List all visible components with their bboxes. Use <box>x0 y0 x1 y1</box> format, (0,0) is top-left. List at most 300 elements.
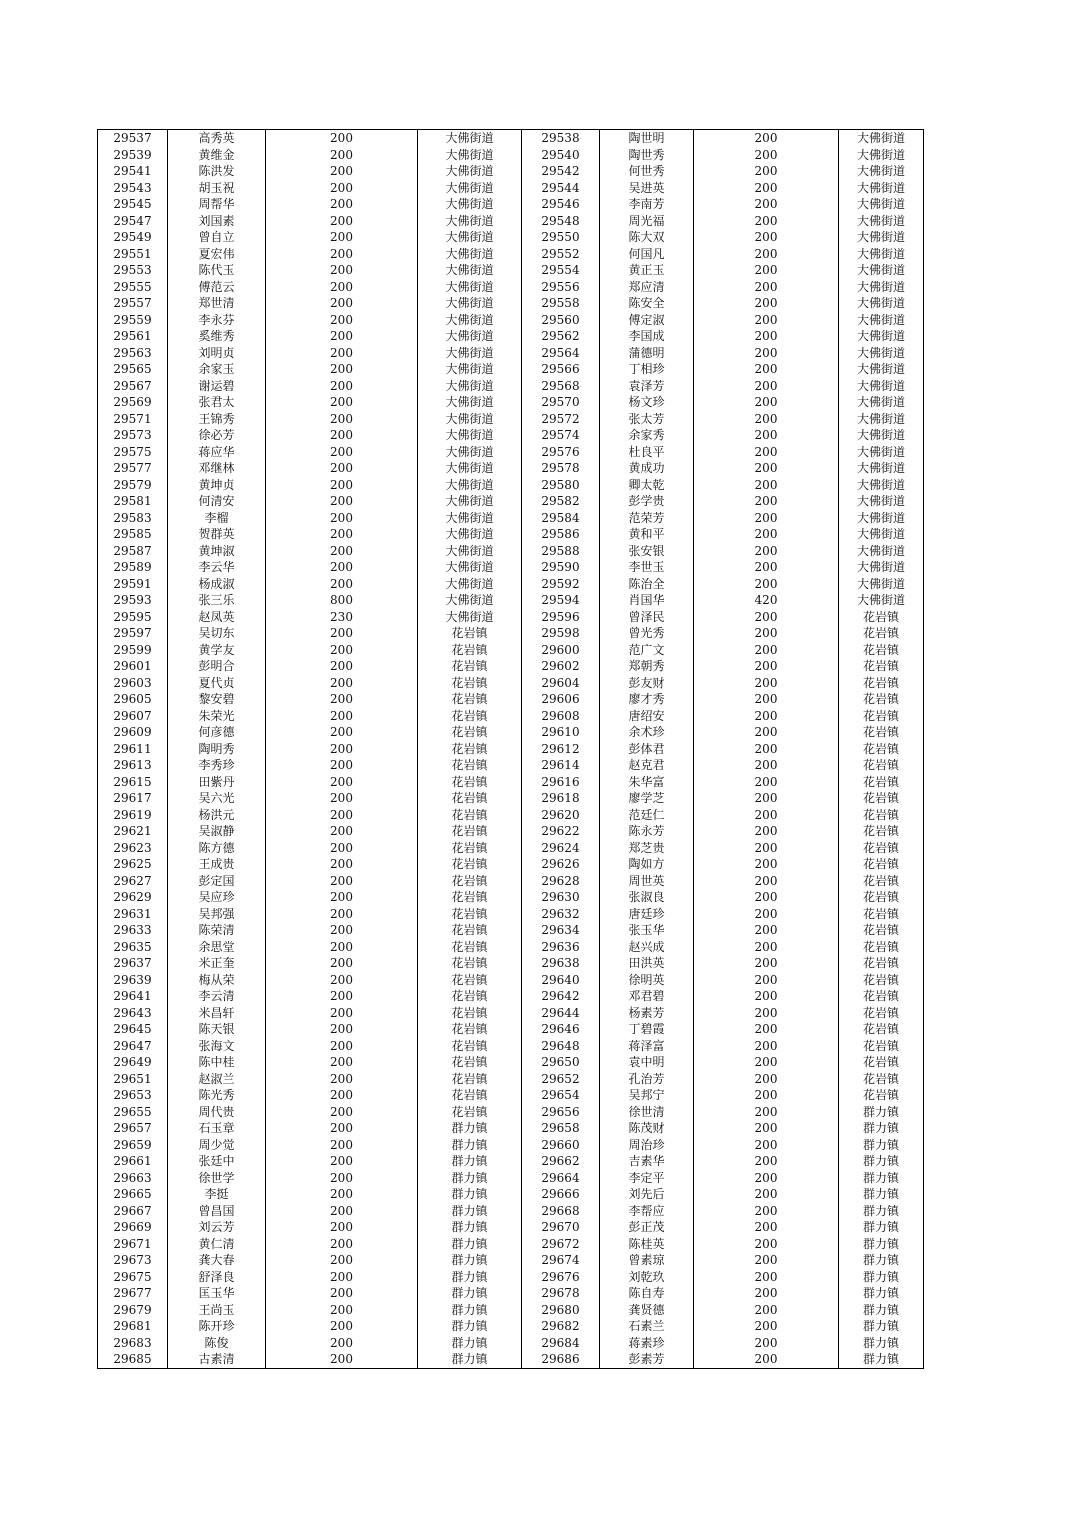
town-cell: 大佛街道 <box>418 312 522 329</box>
record-id-cell: 29593 <box>98 592 168 609</box>
table-row <box>98 1170 924 1187</box>
record-id-cell: 29609 <box>98 724 168 741</box>
town-cell: 群力镇 <box>839 1170 924 1187</box>
person-name-cell: 丁相珍 <box>600 361 694 378</box>
person-name-cell: 石素兰 <box>600 1318 694 1335</box>
table-row <box>98 328 924 345</box>
record-id-cell: 29551 <box>98 246 168 263</box>
amount-cell: 200 <box>330 1187 353 1202</box>
amount-cell: 200 <box>330 774 353 789</box>
person-name-cell: 曾素琼 <box>600 1252 694 1269</box>
amount-cell: 420 <box>754 593 778 608</box>
record-id-cell: 29658 <box>522 1120 600 1137</box>
record-id-cell: 29573 <box>98 427 168 444</box>
person-name-cell: 何国凡 <box>600 246 694 263</box>
amount-cell: 200 <box>754 1236 778 1251</box>
table-row <box>98 1269 924 1286</box>
town-cell: 花岩镇 <box>839 873 924 890</box>
table-row <box>98 1021 924 1038</box>
town-cell: 大佛街道 <box>839 361 924 378</box>
amount-cell: 200 <box>330 989 353 1004</box>
amount-cell: 200 <box>330 1203 353 1218</box>
town-cell: 大佛街道 <box>418 328 522 345</box>
amount-cell: 200 <box>330 626 353 641</box>
record-id-cell: 29578 <box>522 460 600 477</box>
person-name-cell: 陈天银 <box>168 1021 266 1038</box>
table-row <box>98 642 924 659</box>
table-row <box>98 444 924 461</box>
table-row <box>98 493 924 510</box>
town-cell: 花岩镇 <box>839 1054 924 1071</box>
person-name-cell: 匡玉华 <box>168 1285 266 1302</box>
amount-cell: 200 <box>754 939 778 954</box>
amount-cell: 200 <box>330 510 353 525</box>
table-row <box>98 312 924 329</box>
town-cell: 大佛街道 <box>839 378 924 395</box>
person-name-cell: 赵淑兰 <box>168 1071 266 1088</box>
table-row <box>98 988 924 1005</box>
town-cell: 群力镇 <box>418 1269 522 1286</box>
amount-cell: 800 <box>330 593 353 608</box>
person-name-cell: 吴进英 <box>600 180 694 197</box>
person-name-cell: 陈大双 <box>600 229 694 246</box>
person-name-cell: 陈安全 <box>600 295 694 312</box>
person-name-cell: 彭友财 <box>600 675 694 692</box>
person-name-cell: 陈光秀 <box>168 1087 266 1104</box>
person-name-cell: 刘先后 <box>600 1186 694 1203</box>
table-row <box>98 411 924 428</box>
person-name-cell: 张玉华 <box>600 922 694 939</box>
record-id-cell: 29572 <box>522 411 600 428</box>
person-name-cell: 夏宏伟 <box>168 246 266 263</box>
town-cell: 大佛街道 <box>418 163 522 180</box>
record-id-cell: 29571 <box>98 411 168 428</box>
person-name-cell: 袁泽芳 <box>600 378 694 395</box>
amount-cell: 200 <box>330 378 353 393</box>
person-name-cell: 徐必芳 <box>168 427 266 444</box>
town-cell: 花岩镇 <box>839 840 924 857</box>
town-cell: 花岩镇 <box>839 1005 924 1022</box>
table-row <box>98 477 924 494</box>
amount-cell: 200 <box>754 279 778 294</box>
person-name-cell: 李云华 <box>168 559 266 576</box>
table-row <box>98 823 924 840</box>
table-row <box>98 1054 924 1071</box>
town-cell: 花岩镇 <box>418 691 522 708</box>
amount-cell: 200 <box>330 444 353 459</box>
town-cell: 群力镇 <box>418 1120 522 1137</box>
record-id-cell: 29576 <box>522 444 600 461</box>
record-id-cell: 29621 <box>98 823 168 840</box>
table-row <box>98 856 924 873</box>
amount-cell: 200 <box>330 1104 353 1119</box>
table-row <box>98 939 924 956</box>
person-name-cell: 郑芝贵 <box>600 840 694 857</box>
amount-cell: 200 <box>754 543 778 558</box>
person-name-cell: 吴切东 <box>168 625 266 642</box>
amount-cell: 200 <box>330 1269 353 1284</box>
town-cell: 大佛街道 <box>839 246 924 263</box>
record-id-cell: 29596 <box>522 609 600 626</box>
amount-cell: 200 <box>754 197 778 212</box>
record-id-cell: 29557 <box>98 295 168 312</box>
town-cell: 群力镇 <box>418 1137 522 1154</box>
record-id-cell: 29598 <box>522 625 600 642</box>
table-row <box>98 246 924 263</box>
person-name-cell: 彭明合 <box>168 658 266 675</box>
record-id-cell: 29631 <box>98 906 168 923</box>
person-name-cell: 赵克君 <box>600 757 694 774</box>
town-cell: 大佛街道 <box>839 477 924 494</box>
record-id-cell: 29554 <box>522 262 600 279</box>
person-name-cell: 夏代贞 <box>168 675 266 692</box>
record-id-cell: 29635 <box>98 939 168 956</box>
record-id-cell: 29615 <box>98 774 168 791</box>
amount-cell: 200 <box>754 989 778 1004</box>
record-id-cell: 29645 <box>98 1021 168 1038</box>
amount-cell: 200 <box>330 1088 353 1103</box>
table-row <box>98 1203 924 1220</box>
town-cell: 群力镇 <box>418 1252 522 1269</box>
town-cell: 群力镇 <box>839 1203 924 1220</box>
record-id-cell: 29632 <box>522 906 600 923</box>
town-cell: 花岩镇 <box>839 1087 924 1104</box>
town-cell: 大佛街道 <box>839 180 924 197</box>
person-name-cell: 范廷仁 <box>600 807 694 824</box>
person-name-cell: 吴邦宁 <box>600 1087 694 1104</box>
town-cell: 大佛街道 <box>418 592 522 609</box>
record-id-cell: 29627 <box>98 873 168 890</box>
town-cell: 群力镇 <box>418 1170 522 1187</box>
person-name-cell: 傅定淑 <box>600 312 694 329</box>
town-cell: 花岩镇 <box>839 823 924 840</box>
town-cell: 花岩镇 <box>418 922 522 939</box>
town-cell: 群力镇 <box>418 1335 522 1352</box>
amount-cell: 200 <box>754 1022 778 1037</box>
person-name-cell: 张海文 <box>168 1038 266 1055</box>
person-name-cell: 曾自立 <box>168 229 266 246</box>
record-id-cell: 29644 <box>522 1005 600 1022</box>
person-name-cell: 吉素华 <box>600 1153 694 1170</box>
person-name-cell: 陈永芳 <box>600 823 694 840</box>
record-id-cell: 29646 <box>522 1021 600 1038</box>
record-id-cell: 29667 <box>98 1203 168 1220</box>
record-id-cell: 29592 <box>522 576 600 593</box>
person-name-cell: 邓君碧 <box>600 988 694 1005</box>
record-id-cell: 29670 <box>522 1219 600 1236</box>
table-row <box>98 1087 924 1104</box>
person-name-cell: 黄坤贞 <box>168 477 266 494</box>
person-name-cell: 高秀英 <box>168 130 266 147</box>
town-cell: 花岩镇 <box>839 1071 924 1088</box>
table-row <box>98 559 924 576</box>
table-row <box>98 460 924 477</box>
person-name-cell: 彭素芳 <box>600 1351 694 1368</box>
town-cell: 大佛街道 <box>839 196 924 213</box>
record-id-cell: 29620 <box>522 807 600 824</box>
person-name-cell: 黄和平 <box>600 526 694 543</box>
town-cell: 花岩镇 <box>839 790 924 807</box>
table-row <box>98 592 924 609</box>
record-id-cell: 29591 <box>98 576 168 593</box>
table-row <box>98 741 924 758</box>
record-id-cell: 29589 <box>98 559 168 576</box>
table-row <box>98 1104 924 1121</box>
table-row <box>98 345 924 362</box>
table-row <box>98 378 924 395</box>
town-cell: 大佛街道 <box>839 543 924 560</box>
record-id-cell: 29543 <box>98 180 168 197</box>
table-row <box>98 1137 924 1154</box>
amount-cell: 200 <box>266 1351 418 1368</box>
table-row <box>98 543 924 560</box>
person-name-cell: 丁碧霞 <box>600 1021 694 1038</box>
record-id-cell: 29625 <box>98 856 168 873</box>
town-cell: 花岩镇 <box>839 906 924 923</box>
town-cell: 大佛街道 <box>839 312 924 329</box>
amount-cell: 200 <box>754 180 778 195</box>
amount-cell: 200 <box>754 312 778 327</box>
record-id-cell: 29643 <box>98 1005 168 1022</box>
amount-cell: 200 <box>754 824 778 839</box>
record-id-cell: 29607 <box>98 708 168 725</box>
person-name-cell: 黄正玉 <box>600 262 694 279</box>
person-name-cell: 陈荣清 <box>168 922 266 939</box>
table-row <box>98 394 924 411</box>
record-id-cell: 29675 <box>98 1269 168 1286</box>
amount-cell: 200 <box>754 1038 778 1053</box>
town-cell: 花岩镇 <box>418 807 522 824</box>
town-cell: 群力镇 <box>839 1351 924 1368</box>
record-id-cell: 29647 <box>98 1038 168 1055</box>
amount-cell: 200 <box>754 708 778 723</box>
amount-cell: 200 <box>330 246 353 261</box>
record-id-cell: 29616 <box>522 774 600 791</box>
town-cell: 花岩镇 <box>418 823 522 840</box>
amount-cell: 200 <box>330 642 353 657</box>
amount-cell: 200 <box>330 329 353 344</box>
town-cell: 花岩镇 <box>418 774 522 791</box>
record-id-cell: 29580 <box>522 477 600 494</box>
table-row <box>98 1252 924 1269</box>
amount-cell: 200 <box>330 1335 353 1350</box>
record-id-cell: 29673 <box>98 1252 168 1269</box>
amount-cell: 200 <box>754 1286 778 1301</box>
amount-cell: 200 <box>754 873 778 888</box>
record-id-cell: 29637 <box>98 955 168 972</box>
record-id-cell: 29550 <box>522 229 600 246</box>
amount-cell: 200 <box>754 411 778 426</box>
town-cell: 大佛街道 <box>418 130 522 147</box>
table-row <box>98 1219 924 1236</box>
town-cell: 大佛街道 <box>839 559 924 576</box>
table-row <box>98 295 924 312</box>
record-id-cell: 29656 <box>522 1104 600 1121</box>
amount-cell: 200 <box>330 692 353 707</box>
amount-cell: 200 <box>330 1319 353 1334</box>
person-name-cell: 陶明秀 <box>168 741 266 758</box>
record-id-cell: 29666 <box>522 1186 600 1203</box>
amount-cell: 200 <box>330 1121 353 1136</box>
record-id-cell: 29538 <box>522 130 600 147</box>
person-name-cell: 杜良平 <box>600 444 694 461</box>
person-name-cell: 黄仁清 <box>168 1236 266 1253</box>
record-id-cell: 29553 <box>98 262 168 279</box>
record-id-cell: 29651 <box>98 1071 168 1088</box>
town-cell: 花岩镇 <box>418 988 522 1005</box>
town-cell: 大佛街道 <box>839 328 924 345</box>
record-id-cell: 29563 <box>98 345 168 362</box>
record-id-cell: 29678 <box>522 1285 600 1302</box>
town-cell: 大佛街道 <box>418 213 522 230</box>
person-name-cell: 龚大春 <box>168 1252 266 1269</box>
person-name-cell: 王尚玉 <box>168 1302 266 1319</box>
town-cell: 群力镇 <box>839 1318 924 1335</box>
person-name-cell: 吴淑静 <box>168 823 266 840</box>
town-cell: 大佛街道 <box>418 180 522 197</box>
record-id-cell: 29583 <box>98 510 168 527</box>
record-id-cell: 29544 <box>522 180 600 197</box>
town-cell: 大佛街道 <box>418 378 522 395</box>
amount-cell: 200 <box>330 230 353 245</box>
record-id-cell: 29539 <box>98 147 168 164</box>
amount-cell: 200 <box>330 1302 353 1317</box>
record-id-cell: 29638 <box>522 955 600 972</box>
record-id-cell: 29612 <box>522 741 600 758</box>
town-cell: 大佛街道 <box>839 427 924 444</box>
record-id-cell: 29660 <box>522 1137 600 1154</box>
record-id-cell: 29579 <box>98 477 168 494</box>
amount-cell: 200 <box>754 1005 778 1020</box>
record-id-cell: 29540 <box>522 147 600 164</box>
town-cell: 大佛街道 <box>418 246 522 263</box>
record-id-cell: 29640 <box>522 972 600 989</box>
record-id-cell: 29608 <box>522 708 600 725</box>
person-name-cell: 徐世学 <box>168 1170 266 1187</box>
person-name-cell: 黄学友 <box>168 642 266 659</box>
record-id-cell: 29586 <box>522 526 600 543</box>
table-row <box>98 147 924 164</box>
town-cell: 群力镇 <box>418 1318 522 1335</box>
table-row <box>98 757 924 774</box>
record-id-cell: 29605 <box>98 691 168 708</box>
person-name-cell: 李定平 <box>600 1170 694 1187</box>
person-name-cell: 陈中桂 <box>168 1054 266 1071</box>
town-cell: 花岩镇 <box>839 609 924 626</box>
town-cell: 花岩镇 <box>418 1021 522 1038</box>
table-row <box>98 427 924 444</box>
record-id-cell: 29662 <box>522 1153 600 1170</box>
town-cell: 大佛街道 <box>839 279 924 296</box>
amount-cell: 200 <box>754 725 778 740</box>
town-cell: 大佛街道 <box>418 477 522 494</box>
record-id-cell: 29679 <box>98 1302 168 1319</box>
town-cell: 群力镇 <box>839 1335 924 1352</box>
town-cell: 群力镇 <box>839 1252 924 1269</box>
record-id-cell: 29653 <box>98 1087 168 1104</box>
amount-cell: 200 <box>330 461 353 476</box>
town-cell: 群力镇 <box>839 1104 924 1121</box>
person-name-cell: 米昌轩 <box>168 1005 266 1022</box>
amount-cell: 200 <box>330 791 353 806</box>
town-cell: 花岩镇 <box>839 658 924 675</box>
record-id-cell: 29654 <box>522 1087 600 1104</box>
person-name-cell: 李帮应 <box>600 1203 694 1220</box>
town-cell: 花岩镇 <box>418 1071 522 1088</box>
record-id-cell: 29546 <box>522 196 600 213</box>
amount-cell: 200 <box>754 807 778 822</box>
amount-cell: 200 <box>754 1302 778 1317</box>
table-row <box>98 262 924 279</box>
amount-cell: 200 <box>754 296 778 311</box>
table-row <box>98 807 924 824</box>
record-id-cell: 29676 <box>522 1269 600 1286</box>
town-cell: 群力镇 <box>839 1137 924 1154</box>
table-row <box>98 1153 924 1170</box>
town-cell: 花岩镇 <box>839 922 924 939</box>
person-name-cell: 彭定国 <box>168 873 266 890</box>
town-cell: 大佛街道 <box>839 510 924 527</box>
person-name-cell: 杨洪元 <box>168 807 266 824</box>
amount-cell: 200 <box>754 1220 778 1235</box>
person-name-cell: 吴六光 <box>168 790 266 807</box>
person-name-cell: 赵兴成 <box>600 939 694 956</box>
town-cell: 群力镇 <box>418 1153 522 1170</box>
person-name-cell: 黄维金 <box>168 147 266 164</box>
record-id-cell: 29680 <box>522 1302 600 1319</box>
person-name-cell: 陈俊 <box>168 1335 266 1352</box>
amount-cell: 200 <box>330 890 353 905</box>
town-cell: 花岩镇 <box>418 790 522 807</box>
person-name-cell: 张三乐 <box>168 592 266 609</box>
amount-cell: 200 <box>330 197 353 212</box>
town-cell: 群力镇 <box>418 1236 522 1253</box>
town-cell: 大佛街道 <box>839 444 924 461</box>
amount-cell: 200 <box>754 164 778 179</box>
person-name-cell: 李南芳 <box>600 196 694 213</box>
record-id-cell: 29642 <box>522 988 600 1005</box>
amount-cell: 200 <box>694 1351 839 1368</box>
town-cell: 群力镇 <box>839 1285 924 1302</box>
person-name-cell: 古素清 <box>168 1351 266 1368</box>
amount-cell: 200 <box>754 576 778 591</box>
table-row <box>98 609 924 626</box>
record-id-cell: 29683 <box>98 1335 168 1352</box>
person-name-cell: 余家玉 <box>168 361 266 378</box>
record-id-cell: 29561 <box>98 328 168 345</box>
amount-cell: 200 <box>330 312 353 327</box>
person-name-cell: 徐明英 <box>600 972 694 989</box>
amount-cell: 200 <box>330 1055 353 1070</box>
person-name-cell: 李秀珍 <box>168 757 266 774</box>
person-name-cell: 朱华富 <box>600 774 694 791</box>
amount-cell: 200 <box>754 923 778 938</box>
person-name-cell: 周光福 <box>600 213 694 230</box>
record-id-cell: 29681 <box>98 1318 168 1335</box>
person-name-cell: 谢运碧 <box>168 378 266 395</box>
town-cell: 大佛街道 <box>418 543 522 560</box>
person-name-cell: 杨素芳 <box>600 1005 694 1022</box>
person-name-cell: 陈治全 <box>600 576 694 593</box>
town-cell: 大佛街道 <box>418 147 522 164</box>
amount-cell: 200 <box>754 791 778 806</box>
amount-cell: 200 <box>754 609 778 624</box>
amount-cell: 200 <box>754 510 778 525</box>
town-cell: 花岩镇 <box>418 1038 522 1055</box>
person-name-cell: 廖才秀 <box>600 691 694 708</box>
person-name-cell: 曾光秀 <box>600 625 694 642</box>
record-id-cell: 29585 <box>98 526 168 543</box>
